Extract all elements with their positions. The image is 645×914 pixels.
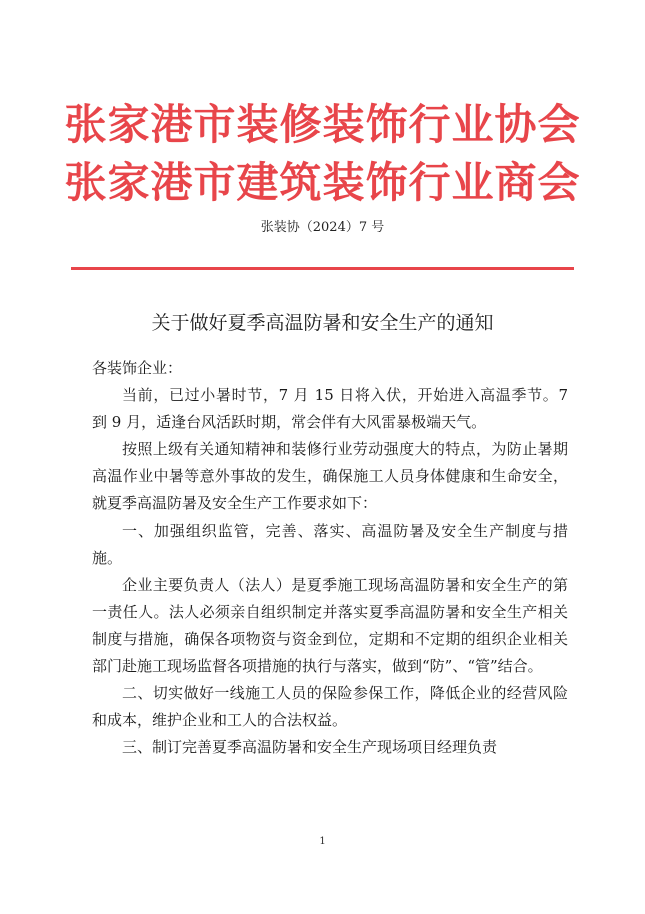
document-number: 张装协（2024）7 号 [260, 220, 385, 235]
org-name-line-1: 张家港市装修装饰行业协会 [64, 100, 581, 149]
paragraph-intro: 当前，已过小暑时节，7 月 15 日将入伏，开始进入高温季节。7 到 9 月，适逢台风活跃时期，常会伴有大风雷暴极端天气。 [92, 386, 568, 432]
paragraph-item-3: 三、制订完善夏季高温防暑和安全生产现场项目经理负责 [122, 738, 498, 757]
org-name-line-2: 张家港市建筑装饰行业商会 [64, 158, 581, 207]
salutation: 各装饰企业： [92, 359, 183, 377]
document-title: 关于做好夏季高温防暑和安全生产的通知 [151, 312, 494, 334]
paragraph-item-2: 二、切实做好一线施工人员的保险参保工作，降低企业的经营风险和成本，维护企业和工人的合法权益。 [92, 684, 568, 730]
page-number: 1 [319, 836, 326, 847]
document-body [92, 355, 568, 761]
header-divider [71, 267, 574, 270]
paragraph-purpose: 按照上级有关通知精神和装修行业劳动强度大的特点，为防止暑期高温作业中暑等意外事故的发生，确保施工人员身体健康和生命安全，就夏季高温防暑及安全生产工作要求如下： [92, 440, 568, 513]
paragraph-item-1-detail: 企业主要负责人（法人）是夏季施工现场高温防暑和安全生产的第一责任人。法人必须亲自组织制定并落实夏季高温防暑和安全生产相关制度与措施，确保各项物资与资金到位，定期和不定期的组织企业相关部门赴施工现场监督各项措施的执行与落实，做到“防”、“管”结合。 [92, 575, 568, 676]
paragraph-item-1-heading: 一、加强组织监管，完善、落实、高温防暑及安全生产制度与措施。 [92, 521, 568, 567]
